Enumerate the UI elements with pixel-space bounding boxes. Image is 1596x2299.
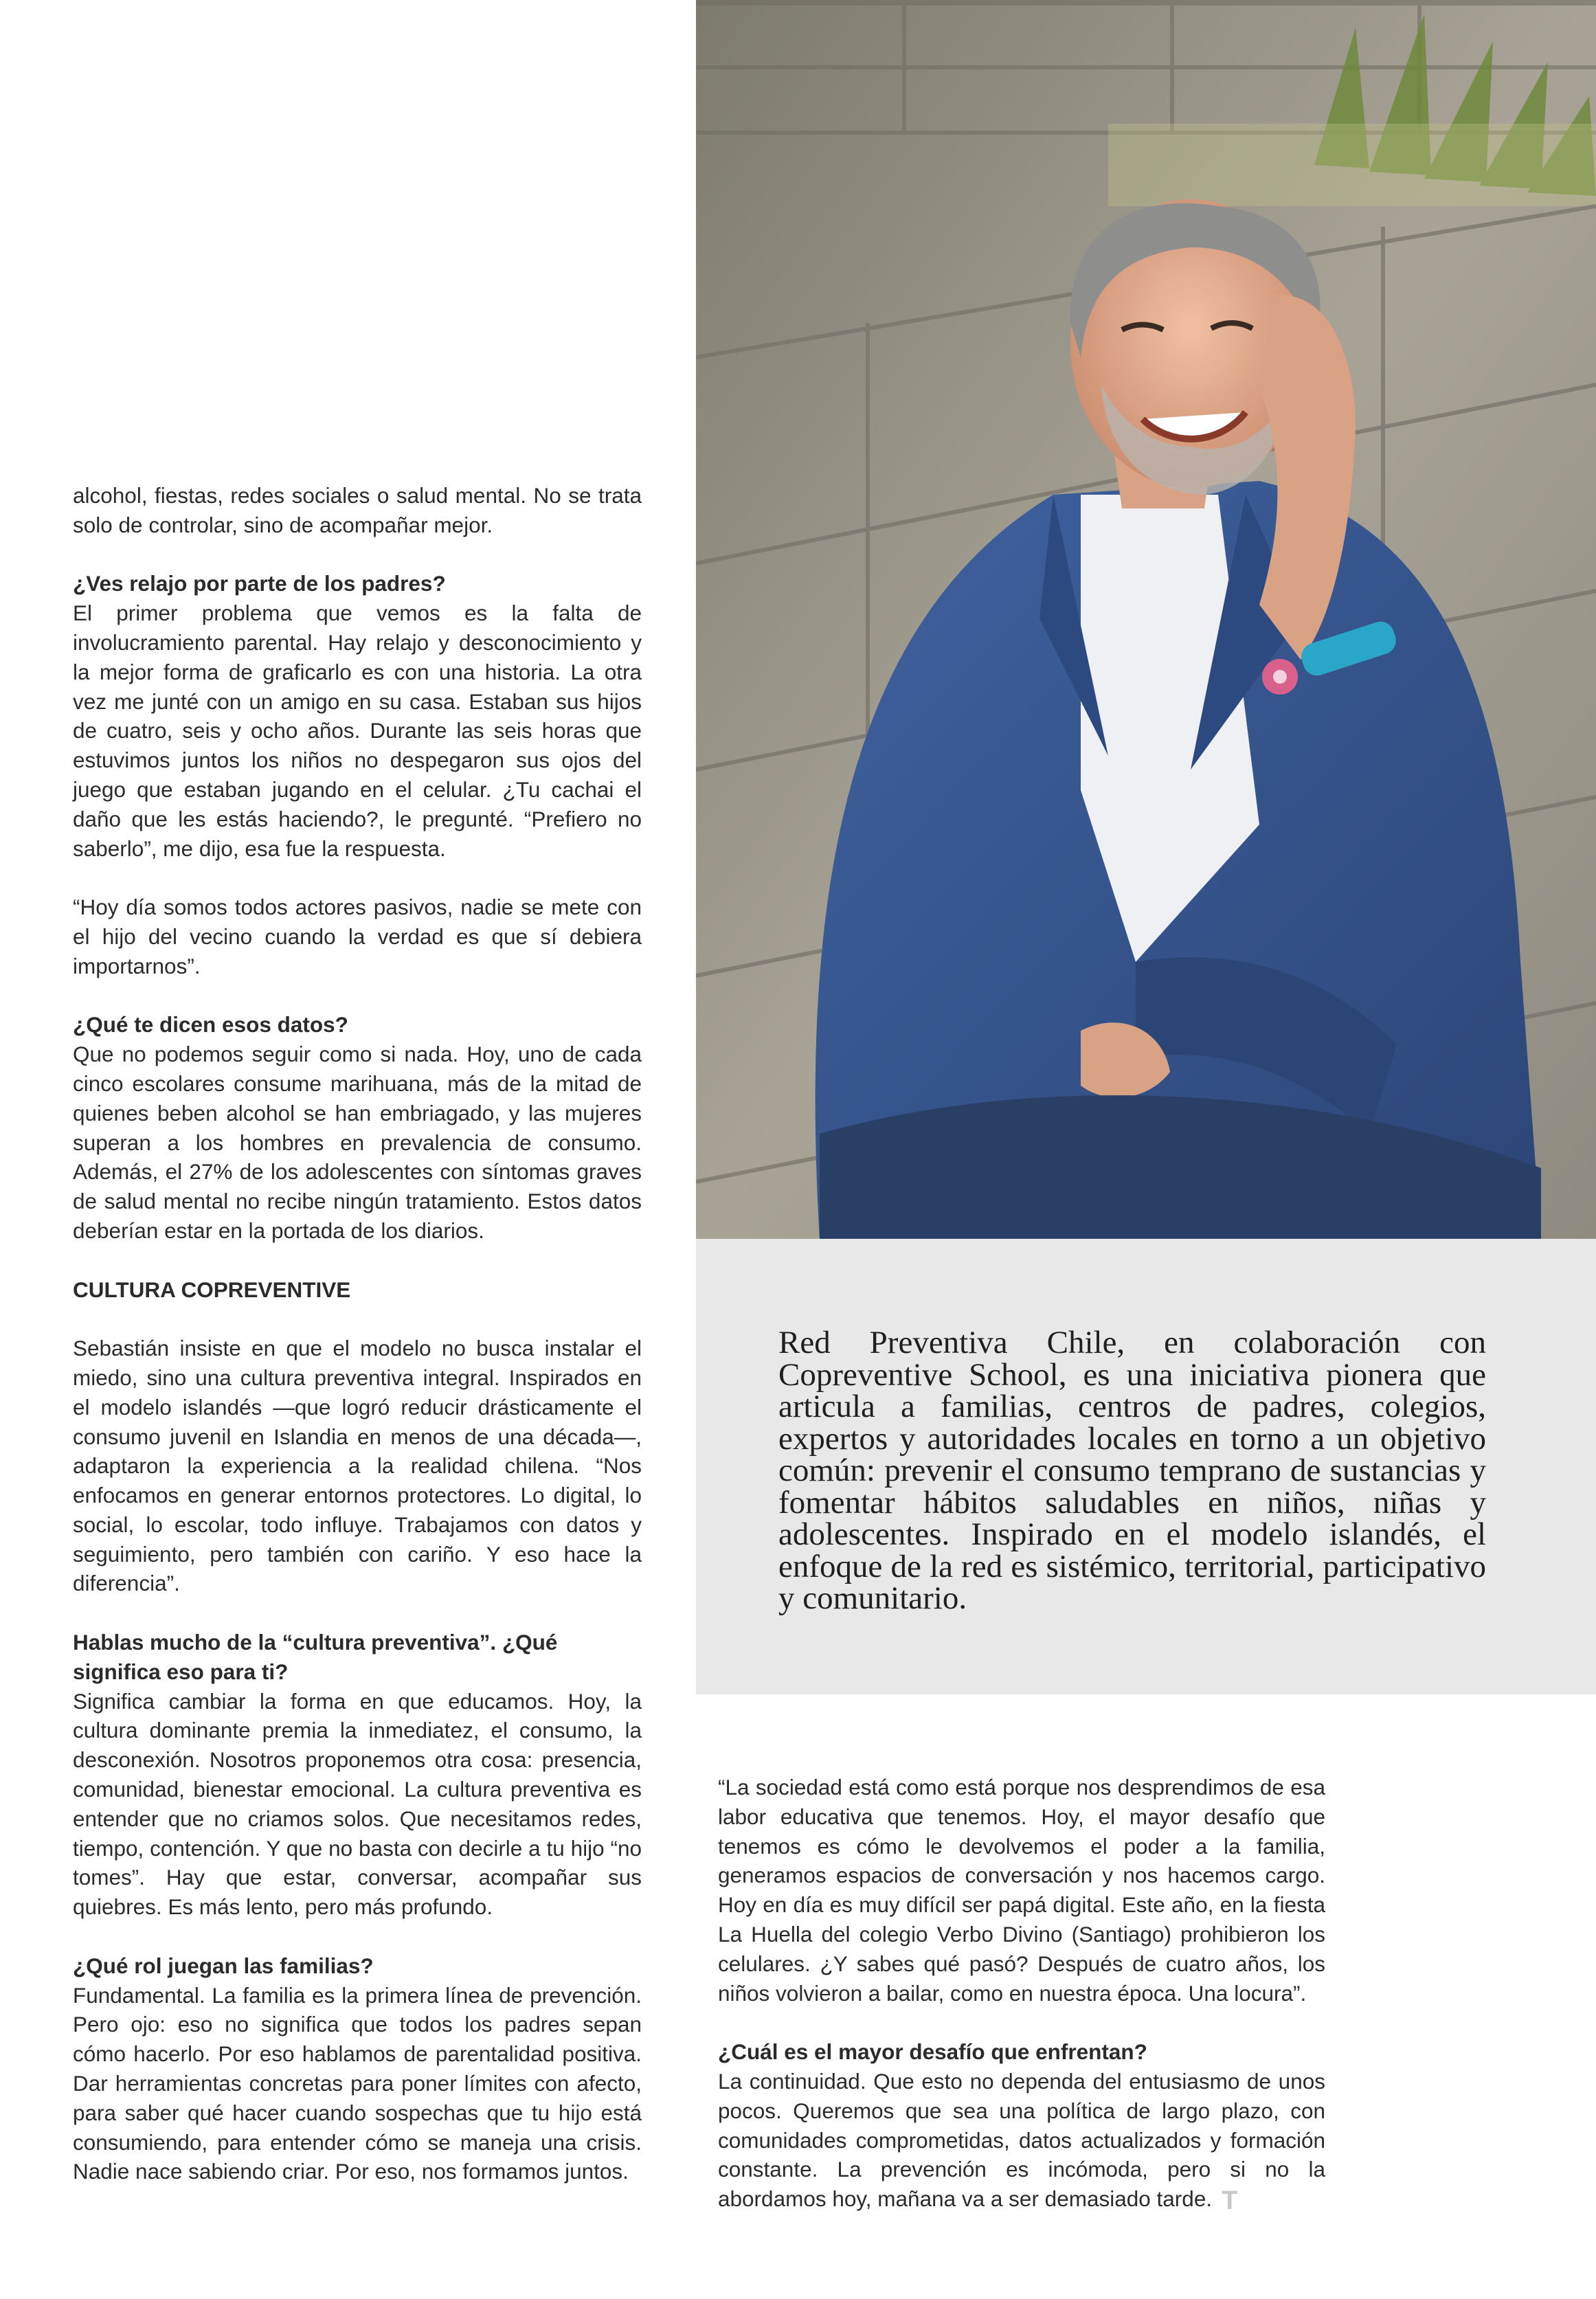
portrait-photo [696,0,1596,1239]
qa-block [718,2037,1325,2214]
pull-quote-paragraph: “Hoy día somos todos actores pasivos, nadie se mete con el hijo del vecino cuando la verdad es que sí debiera importarnos”. [73,895,642,978]
qa-block [73,1628,642,1922]
answer-text: Significa cambiar la forma en que educamos. Hoy, la cultura dominante premia la inmediatez, el consumo, la desconexión. Nosotros proponemos otra cosa: presencia, comunidad, bienestar emocional. La cultura preventiva es entender que no criamos solos. Que necesitamos redes, tiempo, contención. Y que no basta con decirle a tu hijo “no tomes”. Hay que estar, conversar, acompañar sus quiebres. Es más lento, pero más profundo. [73,1688,642,1920]
qa-block [73,1010,642,1245]
question-heading: ¿Qué rol juegan las familias? [73,1953,374,1978]
callout-box [696,1239,1596,1694]
answer-text: Que no podemos seguir como si nada. Hoy, uno de cada cinco escolares consume marihuana, más de la mitad de quienes beben alcohol se han embriagado, y las mujeres superan a los hombres en prevalencia de consumo. Además, el 27% de los adolescentes con síntomas graves de salud mental no recibe ningún tratamiento. Estos datos deberían estar en la portada de los diarios. [73,1042,642,1243]
section-heading: CULTURA COPREVENTIVE [73,1277,351,1302]
question-heading: Hablas mucho de la “cultura preventiva”. ¿Qué significa eso para ti? [73,1630,558,1684]
pull-quote-paragraph: “La sociedad está como está porque nos desprendimos de esa labor educativa que tenemos. Hoy, el mayor desafío que tenemos es cómo le devolvemos el poder a la familia, generamos espacios de conversación y nos hacemos cargo. Hoy en día es muy difícil ser papá digital. Este año, en la fiesta La Huella del colegio Verbo Divino (Santiago) prohibieron los celulares. ¿Y sabes qué pasó? Después de cuatro años, los niños volvieron a bailar, como en nuestra época. Una locura”. [718,1775,1325,2006]
question-heading: ¿Ves relajo por parte de los padres? [73,571,446,596]
intro-paragraph: alcohol, fiestas, redes sociales o salud mental. No se trata solo de controlar, sino de acompañar mejor. [73,483,642,537]
answer-text: El primer problema que vemos es la falta de involucramiento parental. Hay relajo y desconocimiento y la mejor forma de graficarlo es con una historia. La otra vez me junté con un amigo en su casa. Estaban sus hijos de cuatro, seis y ocho años. Durante las seis horas que estuvimos juntos los niños no despegaron sus ojos del juego que estaban jugando en el celular. ¿Tu cachai el daño que les estás haciendo?, le pregunté. “Prefiero no saberlo”, me dijo, esa fue la respuesta. [73,601,642,861]
end-of-article-mark: T [1222,2186,1238,2216]
right-column [718,1773,1325,2214]
body-paragraph: Sebastián insiste en que el modelo no busca instalar el miedo, sino una cultura preventiva integral. Inspirados en el modelo islandés —que logró reducir drásticamente el consumo juvenil en Islandia en menos de una década—, adaptaron la experiencia a la realidad chilena. “Nos enfocamos en generar entornos protectores. Lo digital, lo social, lo escolar, todo influye. Trabajamos con datos y seguimiento, pero también con cariño. Y eso hace la diferencia”. [73,1336,642,1596]
question-heading: ¿Cuál es el mayor desafío que enfrentan? [718,2039,1147,2065]
answer-text: La continuidad. Que esto no dependa del entusiasmo de unos pocos. Queremos que sea una política de largo plazo, con comunidades comprometidas, datos actualizados y formación constante. La prevención es incómoda, pero si no la abordamos hoy, mañana va a ser demasiado tarde. [718,2068,1325,2212]
qa-block [73,569,642,863]
qa-block [73,1951,642,2186]
answer-text: Fundamental. La familia es la primera línea de prevención. Pero ojo: eso no significa que todos los padres sepan cómo hacerlo. Por eso hablamos de parentalidad positiva. Dar herramientas concretas para poner límites con afecto, para saber qué hacer cuando sospechas que tu hijo está consumiendo, para entender cómo se maneja una crisis. Nadie nace sabiendo criar. Por eso, nos formamos juntos. [73,1982,642,2184]
question-heading: ¿Qué te dicen esos datos? [73,1012,348,1038]
callout-text: Red Preventiva Chile, en colaboración con Copreventive School, es una iniciativa pionera que articula a familias, centros de padres, colegios, expertos y autoridades locales en torno a un objetivo común: prevenir el consumo temprano de sustancias y fomentar hábitos saludables en niños, niñas y adolescentes. Inspirado en el modelo islandés, el enfoque de la red es sistémico, territorial, participativo y comunitario. [778,1325,1486,1616]
left-column [73,481,642,2216]
